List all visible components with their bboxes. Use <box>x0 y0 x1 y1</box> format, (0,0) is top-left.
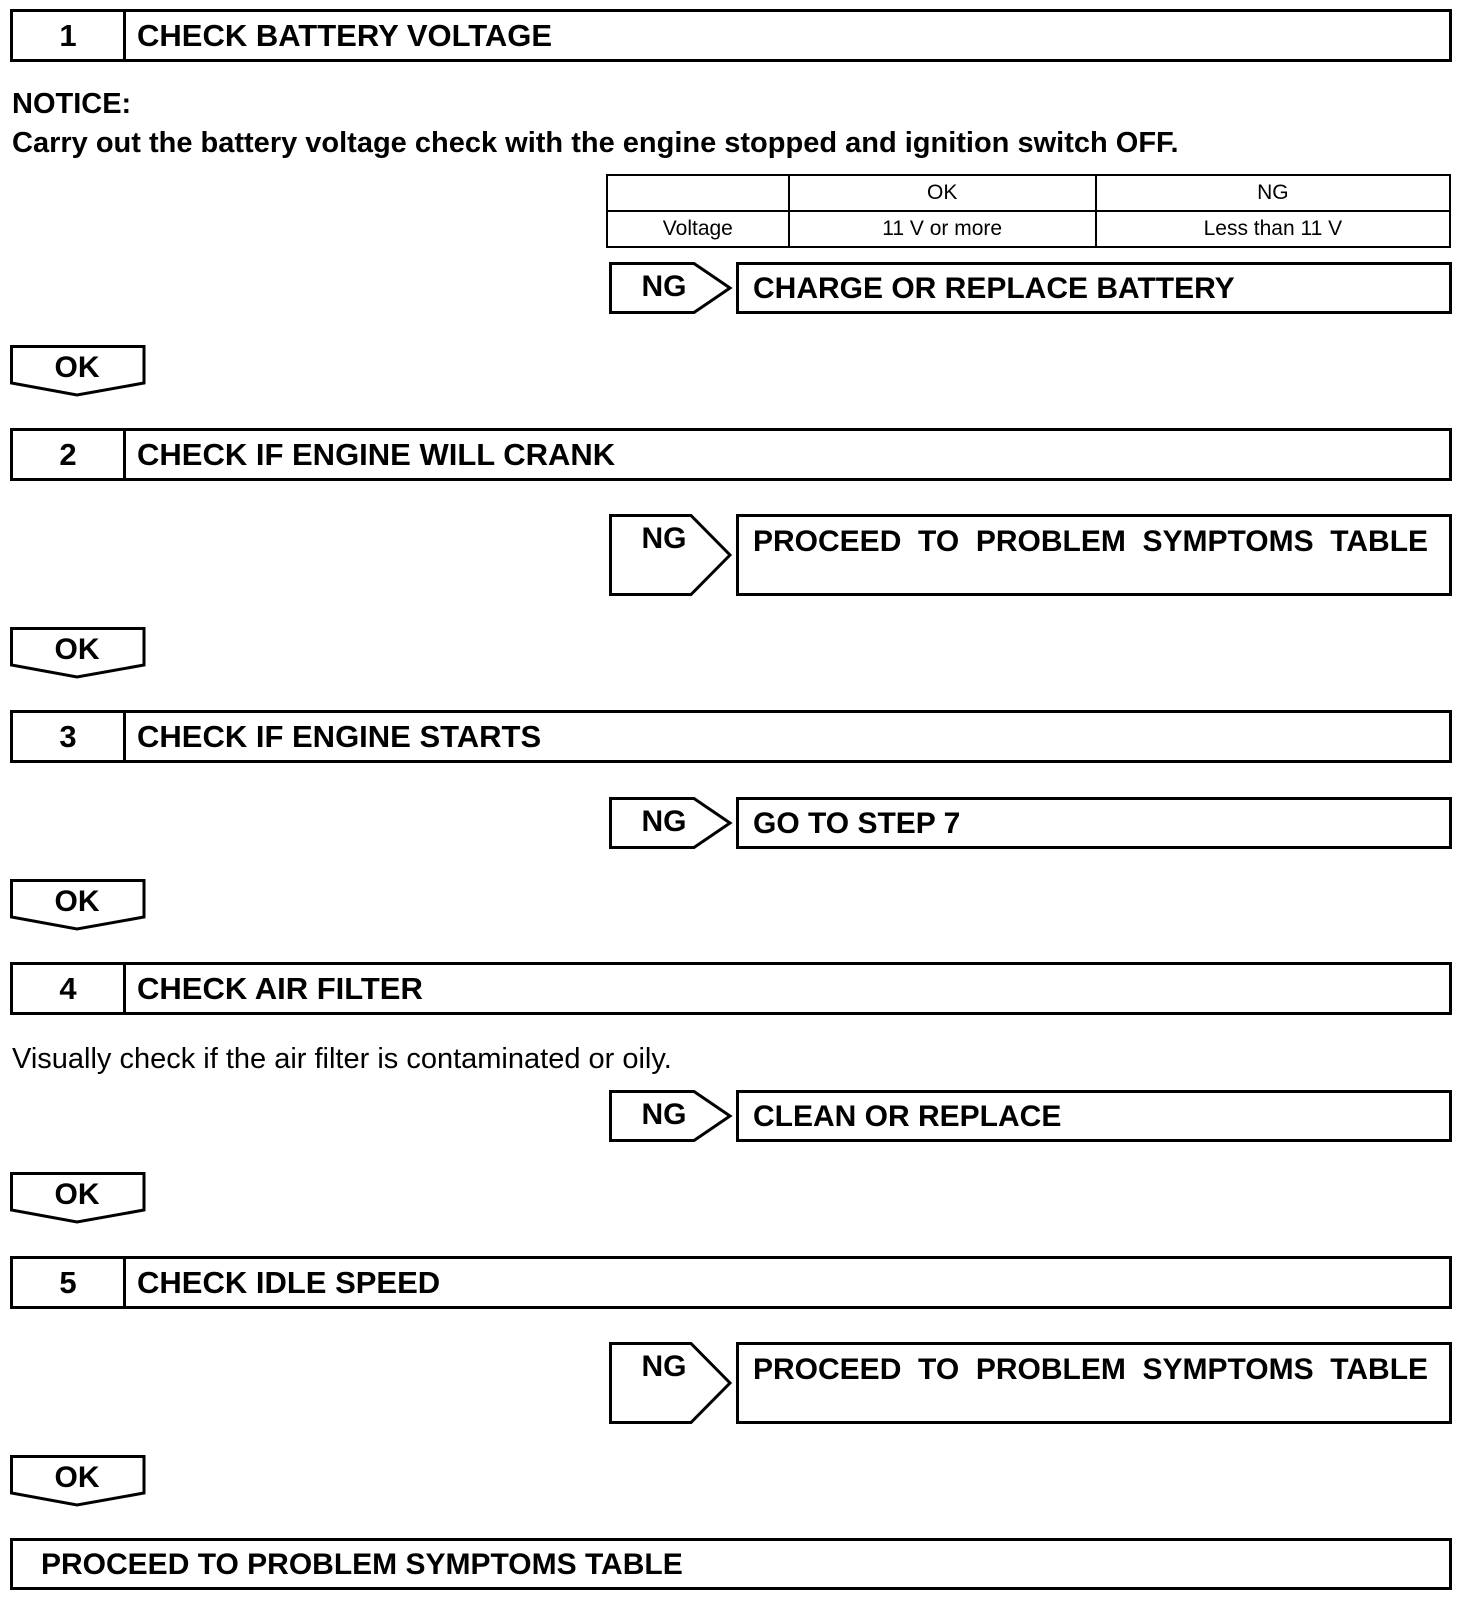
ng-result-box <box>736 797 1452 849</box>
ng-result-text: PROCEED TO PROBLEM SYMPTOMS TABLE <box>753 1353 1429 1386</box>
ng-arrow-tag <box>609 1090 734 1142</box>
table-header-cell: OK <box>789 175 1096 211</box>
step-number: 3 <box>13 713 126 760</box>
step-number: 5 <box>13 1259 126 1306</box>
step-4-header <box>10 962 1452 1015</box>
ng-label: NG <box>641 270 687 303</box>
ok-label: OK <box>54 1178 100 1211</box>
notice-text: Carry out the battery voltage check with the engine stopped and ignition switch OFF. <box>12 127 1179 159</box>
ng-result-text: PROCEED TO PROBLEM SYMPTOMS TABLE <box>753 525 1429 558</box>
ng-label: NG <box>641 805 687 838</box>
table-row <box>607 211 1450 247</box>
table-header-row <box>607 175 1450 211</box>
ok-arrow-tag <box>10 1455 146 1507</box>
step-4-instruction: Visually check if the air filter is contaminated or oily. <box>12 1043 672 1075</box>
ok-arrow-tag <box>10 627 146 679</box>
table-cell: Less than 11 V <box>1096 211 1450 247</box>
ng-result-box <box>736 1090 1452 1142</box>
table-cell: 11 V or more <box>789 211 1096 247</box>
ng-label: NG <box>641 1098 687 1131</box>
voltage-spec-table <box>606 174 1451 248</box>
ng-result-box <box>736 262 1452 314</box>
ng-arrow-tag <box>609 797 734 849</box>
table-header-cell: NG <box>1096 175 1450 211</box>
final-result-text: PROCEED TO PROBLEM SYMPTOMS TABLE <box>41 1548 683 1581</box>
ng-arrow-tag <box>609 1342 734 1424</box>
ng-result-text: CLEAN OR REPLACE <box>753 1100 1062 1133</box>
step-title: CHECK AIR FILTER <box>137 970 423 1006</box>
step-title: CHECK IF ENGINE WILL CRANK <box>137 436 616 472</box>
table-cell: Voltage <box>607 211 789 247</box>
ok-label: OK <box>54 1461 100 1494</box>
ok-label: OK <box>54 351 100 384</box>
ng-arrow-tag <box>609 514 734 596</box>
ng-arrow-tag <box>609 262 734 314</box>
step-number: 1 <box>13 12 126 59</box>
step-1-header <box>10 9 1452 62</box>
step-title: CHECK BATTERY VOLTAGE <box>137 17 553 53</box>
step-2-header <box>10 428 1452 481</box>
ok-label: OK <box>54 885 100 918</box>
ng-result-box <box>736 514 1452 596</box>
notice-heading: NOTICE: <box>12 88 132 120</box>
ok-label: OK <box>54 633 100 666</box>
step-title: CHECK IDLE SPEED <box>137 1264 441 1300</box>
ok-arrow-tag <box>10 879 146 931</box>
ok-arrow-tag <box>10 1172 146 1224</box>
final-result-box <box>10 1538 1452 1590</box>
ok-arrow-tag <box>10 345 146 397</box>
ng-result-text: GO TO STEP 7 <box>753 807 961 840</box>
step-3-header <box>10 710 1452 763</box>
step-number: 4 <box>13 965 126 1012</box>
ng-label: NG <box>641 1350 687 1383</box>
table-header-cell <box>607 175 789 211</box>
ng-result-box <box>736 1342 1452 1424</box>
step-5-header <box>10 1256 1452 1309</box>
ng-label: NG <box>641 522 687 555</box>
step-title: CHECK IF ENGINE STARTS <box>137 718 542 754</box>
ng-result-text: CHARGE OR REPLACE BATTERY <box>753 272 1235 305</box>
step-number: 2 <box>13 431 126 478</box>
